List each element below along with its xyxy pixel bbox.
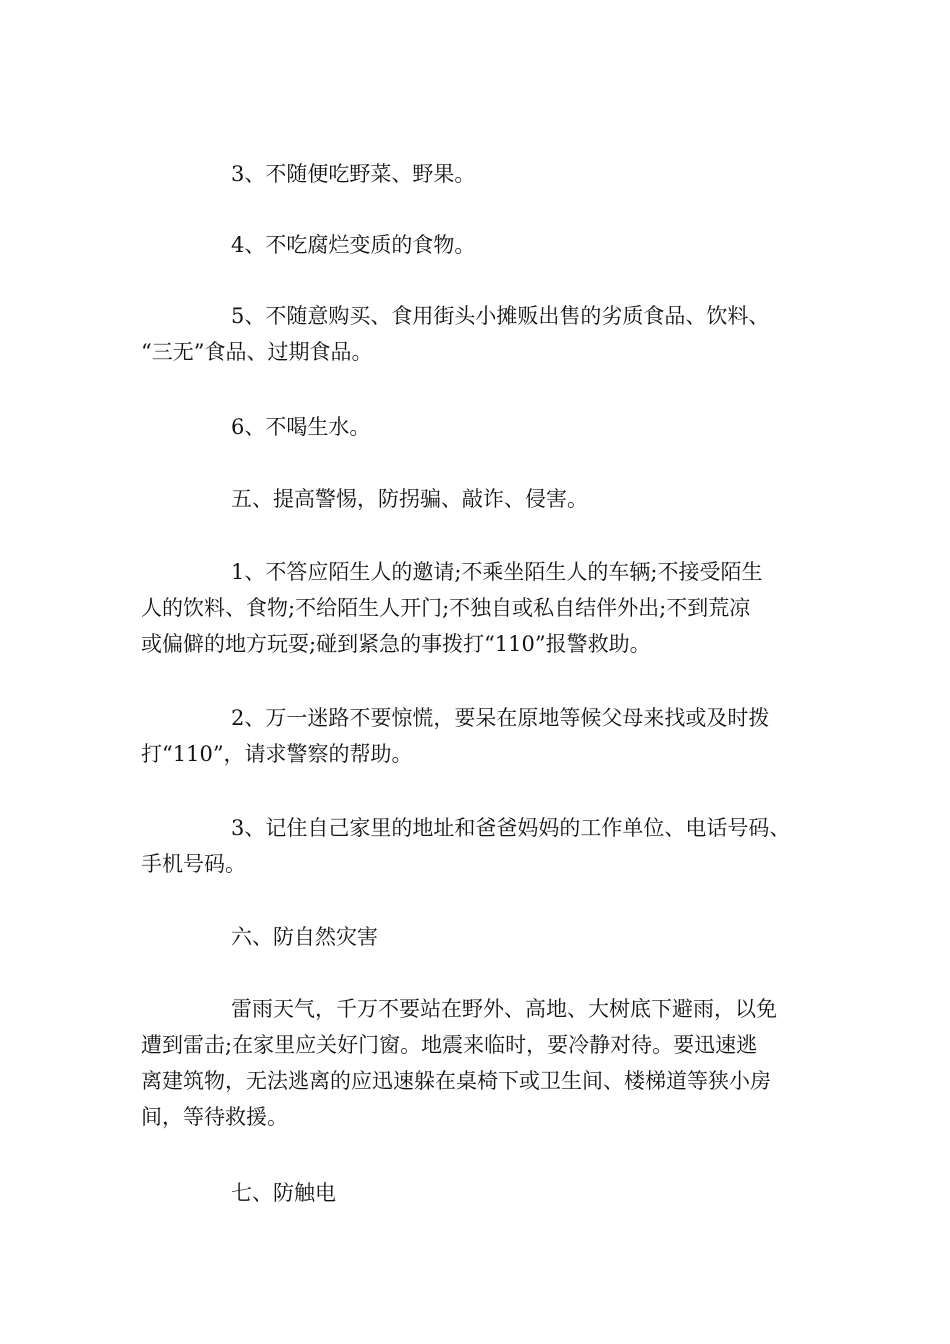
- paragraph-food-item-6: [141, 409, 831, 445]
- text-line: 离建筑物，无法逃离的应迅速躲在桌椅下或卫生间、楼梯道等狭小房: [141, 1069, 771, 1093]
- section-heading-6: [141, 919, 831, 955]
- text-line: 2、万一迷路不要惊慌，要呆在原地等候父母来找或及时拨: [231, 706, 770, 730]
- paragraph-safety-item-3: [141, 810, 831, 882]
- paragraph-natural-disaster: [141, 991, 831, 1135]
- text-line: 4、不吃腐烂变质的食物。: [231, 233, 476, 257]
- paragraph-food-item-5: [141, 298, 831, 370]
- text-line: “三无”食品、过期食品。: [141, 340, 373, 364]
- paragraph-food-item-3: [141, 156, 831, 192]
- text-line: 3、不随便吃野菜、野果。: [231, 162, 476, 186]
- text-line: 六、防自然灾害: [231, 925, 378, 949]
- text-line: 七、防触电: [231, 1181, 336, 1205]
- text-line: 6、不喝生水。: [231, 415, 371, 439]
- text-line: 手机号码。: [141, 852, 246, 876]
- paragraph-food-item-4: [141, 227, 831, 263]
- text-line: 五、提高警惕，防拐骗、敲诈、侵害。: [231, 487, 588, 511]
- text-line: 打“110”，请求警察的帮助。: [141, 742, 413, 766]
- paragraph-safety-item-2: [141, 700, 831, 772]
- text-line: 间，等待救援。: [141, 1105, 288, 1129]
- text-line: 雷雨天气，千万不要站在野外、高地、大树底下避雨，以免: [231, 997, 777, 1021]
- text-line: 3、记住自己家里的地址和爸爸妈妈的工作单位、电话号码、: [231, 816, 791, 840]
- text-line: 或偏僻的地方玩耍;碰到紧急的事拨打“110”报警救助。: [141, 632, 651, 656]
- section-heading-5: [141, 481, 831, 517]
- text-line: 1、不答应陌生人的邀请;不乘坐陌生人的车辆;不接受陌生: [231, 560, 763, 584]
- text-line: 遭到雷击;在家里应关好门窗。地震来临时，要冷静对待。要迅速逃: [141, 1033, 758, 1057]
- text-line: 5、不随意购买、食用街头小摊贩出售的劣质食品、饮料、: [231, 304, 770, 328]
- section-heading-7: [141, 1175, 831, 1211]
- paragraph-safety-item-1: [141, 554, 831, 662]
- text-line: 人的饮料、食物;不给陌生人开门;不独自或私自结伴外出;不到荒凉: [141, 596, 751, 620]
